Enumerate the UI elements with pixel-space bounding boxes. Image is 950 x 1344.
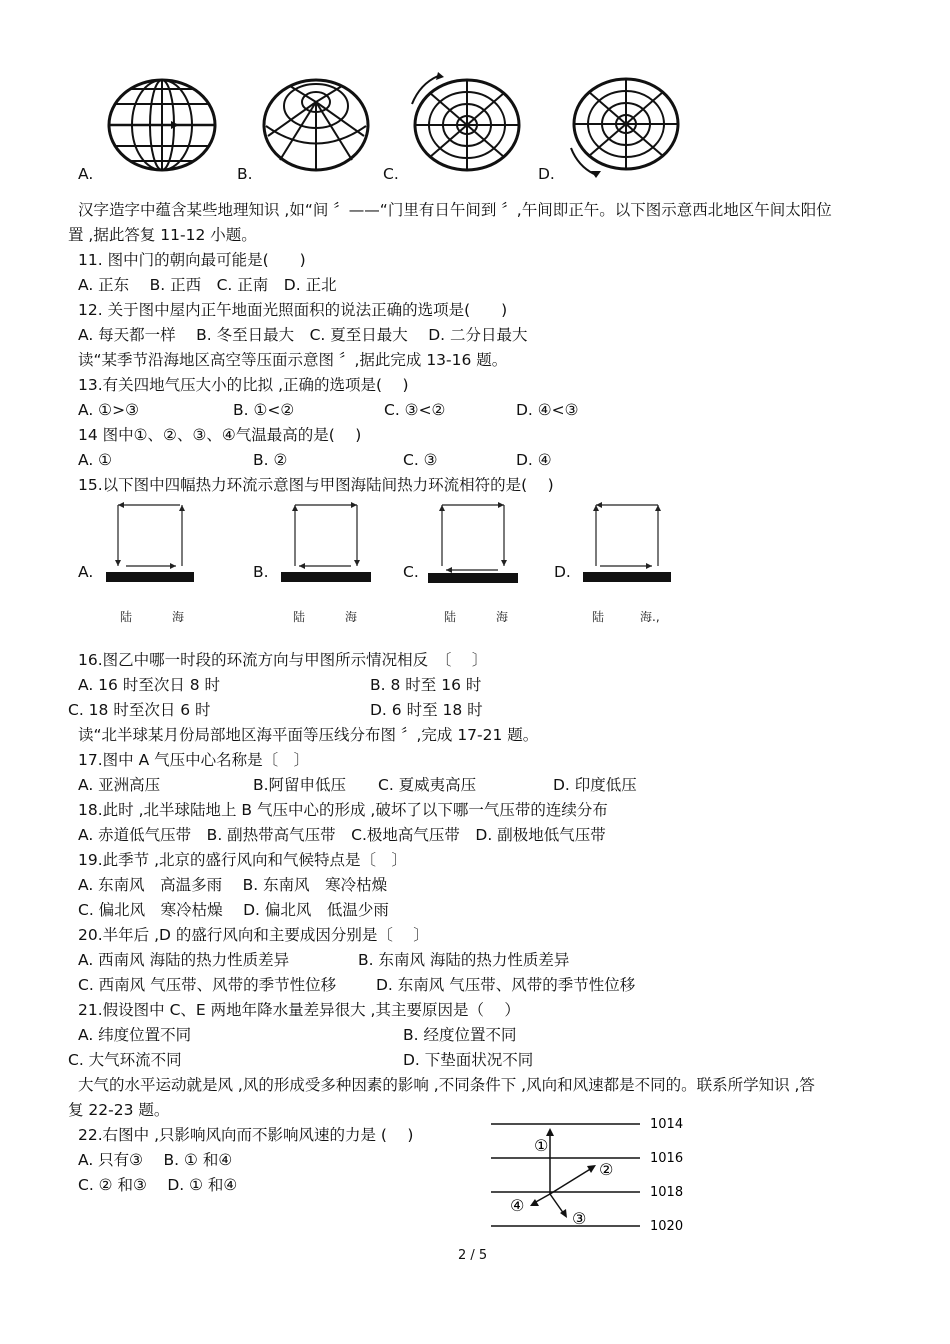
q22-stem: 22.右图中 ,只影响风向而不影响风速的力是 ( ): [78, 1126, 414, 1144]
circulation-label-a: A.: [78, 563, 94, 581]
q17-option-c: C. 夏威夷高压: [378, 776, 477, 794]
sea-label-d: 海.,: [640, 610, 660, 624]
globe-figure-b: [260, 76, 372, 174]
q22-options-ab: A. 只有③ B. ① 和④: [78, 1151, 233, 1169]
isobar-force-diagram: [488, 1112, 688, 1236]
isobar-label-1020: 1020: [650, 1219, 684, 1234]
q20-option-d: D. 东南风 气压带、风带的季节性位移: [376, 976, 636, 994]
force-label-3: ③: [572, 1209, 587, 1228]
globe-figure-c: [410, 74, 525, 176]
q18-stem: 18.此时 ,北半球陆地上 B 气压中心的形成 ,破坏了以下哪一气压带的连续分布: [78, 801, 608, 819]
intro-22-23-line1: 大气的水平运动就是风 ,风的形成受多种因素的影响 ,不同条件下 ,风向和风速都是不同的。联系所学知识 ,答: [78, 1076, 815, 1094]
q12-options: A. 每天都一样 B. 冬至日最大 C. 夏至日最大 D. 二分日最大: [78, 326, 528, 344]
force-label-2: ②: [599, 1160, 614, 1179]
circulation-diagram-b: [281, 500, 373, 586]
q18-options: A. 赤道低气压带 B. 副热带高气压带 C.极地高气压带 D. 副极地低气压带: [78, 826, 606, 844]
force-label-1: ①: [534, 1136, 549, 1155]
q13-option-c: C. ③<②: [384, 401, 446, 419]
q14-option-a: A. ①: [78, 451, 113, 469]
intro-22-23-line2: 复 22-23 题。: [68, 1101, 170, 1119]
land-label-b: 陆: [293, 610, 306, 624]
q14-option-d: D. ④: [516, 451, 552, 469]
q11-options: A. 正东 B. 正西 C. 正南 D. 正北: [78, 276, 337, 294]
globe-figure-d: [566, 74, 684, 178]
q21-option-c: C. 大气环流不同: [68, 1051, 182, 1069]
page-number: 2 / 5: [458, 1248, 488, 1263]
q17-stem: 17.图中 A 气压中心名称是〔 〕: [78, 751, 310, 769]
q15-stem: 15.以下图中四幅热力环流示意图与甲图海陆间热力环流相符的是( ): [78, 476, 554, 494]
circulation-label-b: B.: [253, 563, 269, 581]
circulation-label-c: C.: [403, 563, 419, 581]
q20-option-c: C. 西南风 气压带、风带的季节性位移: [78, 976, 337, 994]
intro-11-12-line2: 置 ,据此答复 11-12 小题。: [68, 226, 257, 244]
q19-stem: 19.此季节 ,北京的盛行风向和气候特点是〔 〕: [78, 851, 408, 869]
q13-option-a: A. ①>③: [78, 401, 139, 419]
intro-17-21: 读“北半球某月份局部地区海平面等压线分布图 〞,完成 17-21 题。: [78, 726, 539, 744]
land-label-d: 陆: [592, 610, 605, 624]
q14-stem: 14 图中①、②、③、④气温最高的是( ): [78, 426, 362, 444]
q14-option-b: B. ②: [253, 451, 288, 469]
q17-option-a: A. 亚洲高压: [78, 776, 161, 794]
q19-options-ab: A. 东南风 高温多雨 B. 东南风 寒冷枯燥: [78, 876, 388, 894]
force-label-4: ④: [510, 1196, 525, 1215]
isobar-label-1014: 1014: [650, 1117, 684, 1132]
q12-stem: 12. 关于图中屋内正午地面光照面积的说法正确的选项是( ): [78, 301, 508, 319]
q16-stem: 16.图乙中哪一时段的环流方向与甲图所示情况相反 〔 〕: [78, 651, 488, 669]
globe-label-b: B.: [237, 165, 253, 183]
q16-option-b: B. 8 时至 16 时: [370, 676, 482, 694]
circulation-diagram-a: [104, 500, 196, 586]
q20-option-b: B. 东南风 海陆的热力性质差异: [358, 951, 570, 969]
q20-stem: 20.半年后 ,D 的盛行风向和主要成因分别是〔 〕: [78, 926, 429, 944]
q13-stem: 13.有关四地气压大小的比拟 ,正确的选项是( ): [78, 376, 409, 394]
q17-option-b: B.阿留申低压: [253, 776, 347, 794]
q13-option-b: B. ①<②: [233, 401, 295, 419]
land-label-a: 陆: [120, 610, 133, 624]
q21-option-d: D. 下垫面状况不同: [403, 1051, 534, 1069]
q11-stem: 11. 图中门的朝向最可能是( ): [78, 251, 306, 269]
sea-label-b: 海: [345, 610, 358, 624]
q16-option-c: C. 18 时至次日 6 时: [68, 701, 211, 719]
q19-options-cd: C. 偏北风 寒冷枯燥 D. 偏北风 低温少雨: [78, 901, 389, 919]
sea-label-c: 海: [496, 610, 509, 624]
sea-label-a: 海: [172, 610, 185, 624]
q21-option-b: B. 经度位置不同: [403, 1026, 517, 1044]
q21-option-a: A. 纬度位置不同: [78, 1026, 192, 1044]
q17-option-d: D. 印度低压: [553, 776, 637, 794]
isobar-label-1018: 1018: [650, 1185, 684, 1200]
intro-11-12-line1: 汉字造字中蕴含某些地理知识 ,如“间 〞——“门里有日午间到 〞,午间即正午。以下图示意西北地区午间太阳位: [78, 201, 832, 219]
isobar-label-1016: 1016: [650, 1151, 684, 1166]
q21-stem: 21.假设图中 C、E 两地年降水量差异很大 ,其主要原因是（ ）: [78, 1001, 520, 1019]
circulation-diagram-c: [428, 500, 520, 586]
land-label-c: 陆: [444, 610, 457, 624]
q13-option-d: D. ④<③: [516, 401, 579, 419]
q14-option-c: C. ③: [403, 451, 438, 469]
globe-label-d: D.: [538, 165, 555, 183]
q20-option-a: A. 西南风 海陆的热力性质差异: [78, 951, 290, 969]
q16-option-d: D. 6 时至 18 时: [370, 701, 483, 719]
q22-options-cd: C. ② 和③ D. ① 和④: [78, 1176, 238, 1194]
globe-figure-a: [105, 76, 220, 174]
globe-label-c: C.: [383, 165, 399, 183]
globe-label-a: A.: [78, 165, 94, 183]
circulation-label-d: D.: [554, 563, 571, 581]
intro-13-16: 读“某季节沿海地区高空等压面示意图 〞,据此完成 13-16 题。: [78, 351, 508, 369]
circulation-diagram-d: [582, 500, 674, 586]
q16-option-a: A. 16 时至次日 8 时: [78, 676, 221, 694]
